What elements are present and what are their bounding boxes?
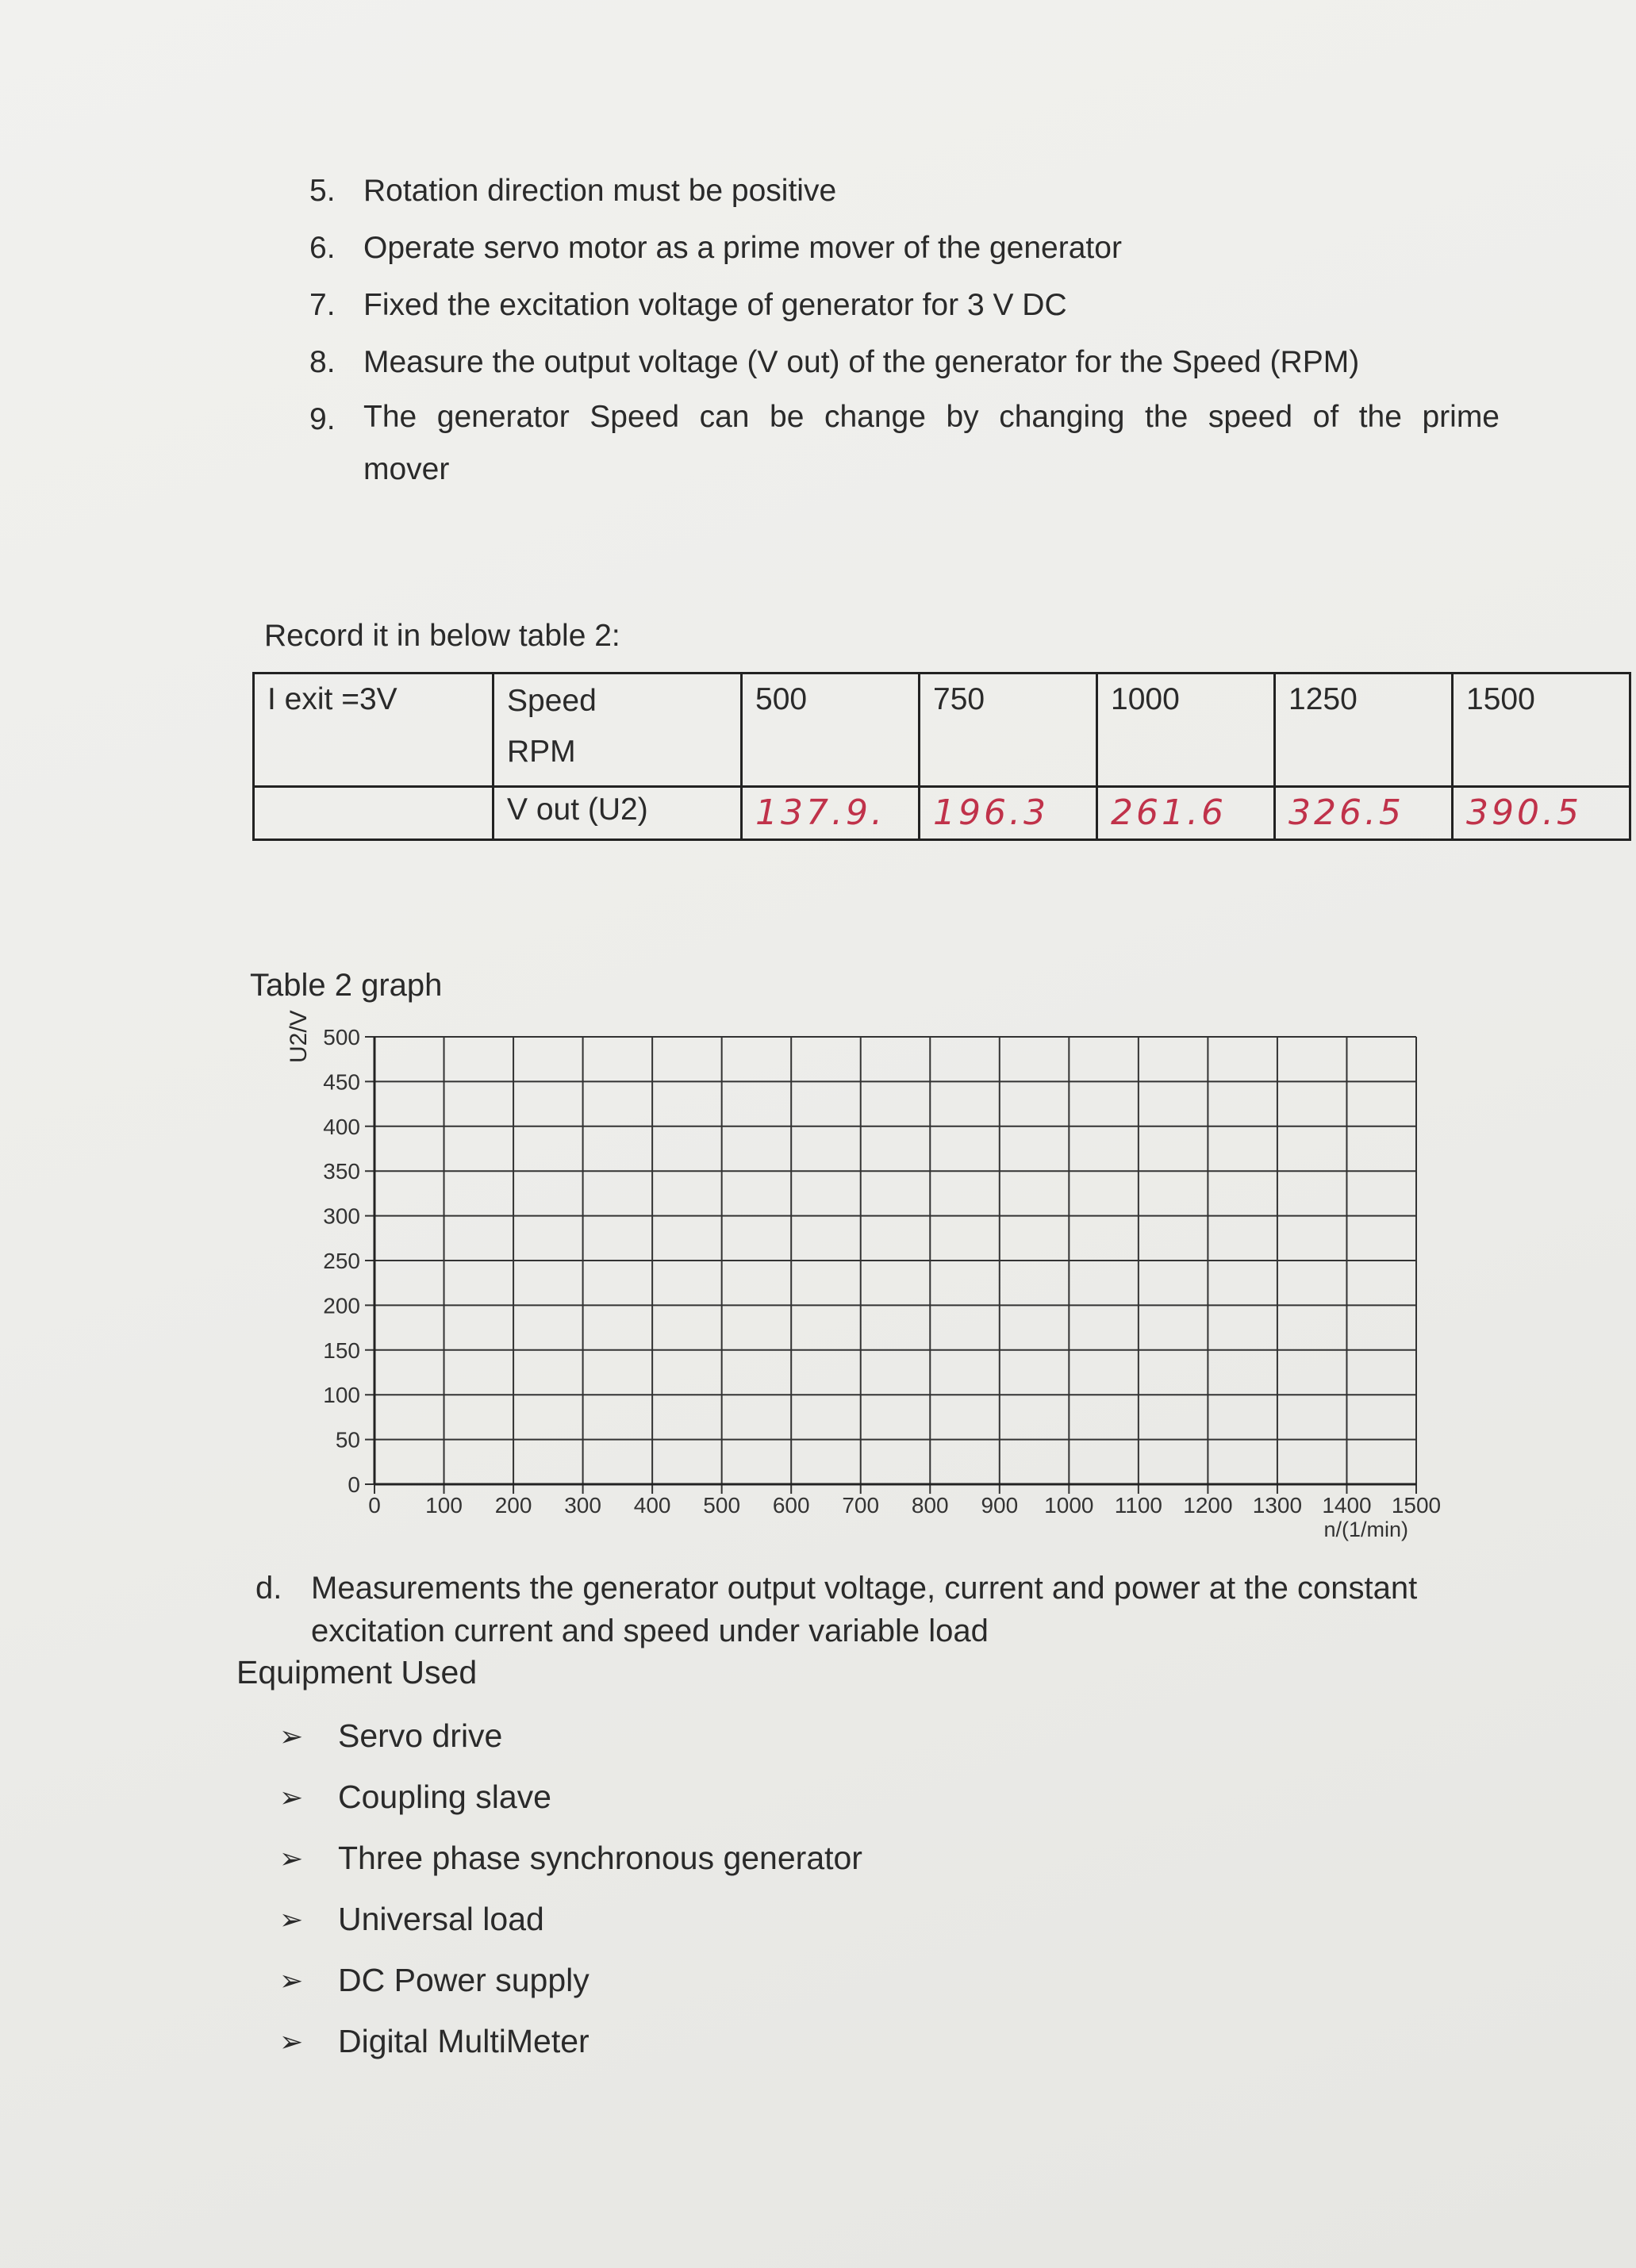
equipment-item: Three phase synchronous generator bbox=[338, 1840, 862, 1876]
list-item bbox=[279, 1889, 862, 1950]
step-text: Fixed the excitation voltage of generator for 3 V DC bbox=[363, 288, 1067, 322]
x-tick-label: 1000 bbox=[1044, 1493, 1094, 1518]
section-label: d. bbox=[255, 1571, 282, 1606]
x-tick-label: 1200 bbox=[1183, 1493, 1233, 1518]
step-number: 7. bbox=[309, 288, 336, 322]
y-tick-label: 150 bbox=[323, 1337, 360, 1363]
step-text: Rotation direction must be positive bbox=[363, 174, 837, 208]
x-tick-label: 700 bbox=[842, 1493, 880, 1518]
x-tick-label: 0 bbox=[368, 1493, 381, 1518]
arrow-bullet-icon: ➢ bbox=[279, 1841, 304, 1875]
x-tick-label: 100 bbox=[425, 1493, 463, 1518]
y-tick-label: 500 bbox=[323, 1025, 360, 1050]
y-tick-label: 0 bbox=[348, 1472, 360, 1497]
graph-title: Table 2 graph bbox=[250, 968, 443, 1003]
x-tick-label: 600 bbox=[772, 1493, 810, 1518]
step-number: 5. bbox=[309, 174, 336, 208]
section-line-1: Measurements the generator output voltage, current and power at the constant bbox=[311, 1571, 1418, 1606]
rpm-label: RPM bbox=[507, 735, 576, 769]
equipment-item: DC Power supply bbox=[338, 1962, 589, 1998]
vout-handwritten: 196.3 bbox=[920, 787, 1097, 840]
list-item bbox=[279, 1706, 862, 1767]
step-number: 9. bbox=[309, 402, 336, 436]
speed-cell: 1000 bbox=[1097, 673, 1275, 787]
vout-handwritten: 261.6 bbox=[1097, 787, 1275, 840]
x-tick-label: 1400 bbox=[1322, 1493, 1372, 1518]
x-axis-label: n/(1/min) bbox=[1323, 1518, 1408, 1541]
step-number: 8. bbox=[309, 345, 336, 379]
list-item bbox=[279, 1828, 862, 1889]
speed-cell: 500 bbox=[742, 673, 920, 787]
speed-cell: 1250 bbox=[1275, 673, 1453, 787]
vout-handwritten: 137.9. bbox=[742, 787, 920, 840]
x-tick-label: 200 bbox=[494, 1493, 532, 1518]
x-tick-label: 1300 bbox=[1252, 1493, 1303, 1518]
vout-handwritten: 390.5 bbox=[1453, 787, 1630, 840]
x-tick-label: 800 bbox=[911, 1493, 949, 1518]
equipment-item: Digital MultiMeter bbox=[338, 2023, 589, 2059]
equipment-heading: Equipment Used bbox=[236, 1654, 478, 1690]
y-tick-label: 200 bbox=[323, 1293, 360, 1318]
x-tick-label: 900 bbox=[981, 1493, 1019, 1518]
speed-cell: 750 bbox=[920, 673, 1097, 787]
x-tick-label: 1100 bbox=[1114, 1493, 1162, 1518]
speed-cell: 1500 bbox=[1453, 673, 1630, 787]
step-text-continued: mover bbox=[363, 452, 450, 486]
equipment-item: Universal load bbox=[338, 1901, 544, 1937]
y-tick-label: 300 bbox=[323, 1203, 360, 1229]
step-text: Measure the output voltage (V out) of the generator for the Speed (RPM) bbox=[363, 345, 1360, 379]
list-item bbox=[279, 1950, 862, 2011]
y-tick-label: 350 bbox=[323, 1159, 360, 1184]
vout-handwritten: 326.5 bbox=[1275, 787, 1453, 840]
x-tick-label: 1500 bbox=[1391, 1493, 1442, 1518]
arrow-bullet-icon: ➢ bbox=[279, 1963, 304, 1997]
equipment-item: Servo drive bbox=[338, 1717, 503, 1754]
y-tick-label: 400 bbox=[323, 1114, 360, 1139]
y-tick-label: 250 bbox=[323, 1249, 360, 1273]
list-item bbox=[279, 1767, 862, 1828]
list-item bbox=[279, 2011, 862, 2072]
arrow-bullet-icon: ➢ bbox=[279, 1902, 304, 1936]
arrow-bullet-icon: ➢ bbox=[279, 2024, 304, 2058]
x-tick-label: 300 bbox=[564, 1493, 601, 1518]
speed-label: Speed bbox=[507, 684, 597, 718]
excitation-label: I exit =3V bbox=[267, 682, 397, 716]
step-text: Operate servo motor as a prime mover of the generator bbox=[363, 231, 1122, 265]
y-tick-label: 100 bbox=[323, 1383, 360, 1408]
x-tick-label: 400 bbox=[633, 1493, 671, 1518]
equipment-item: Coupling slave bbox=[338, 1779, 551, 1815]
step-text: The generator Speed can be change by changing the speed of the prime bbox=[363, 400, 1500, 434]
vout-label: V out (U2) bbox=[493, 787, 742, 840]
x-tick-label: 500 bbox=[703, 1493, 741, 1518]
section-line-2: excitation current and speed under variable load bbox=[311, 1614, 989, 1648]
y-axis-label: U2/V bbox=[286, 1010, 312, 1063]
y-tick-label: 50 bbox=[335, 1427, 360, 1453]
section-d bbox=[255, 1567, 1493, 1652]
arrow-bullet-icon: ➢ bbox=[279, 1719, 304, 1752]
y-tick-label: 450 bbox=[323, 1069, 360, 1095]
arrow-bullet-icon: ➢ bbox=[279, 1780, 304, 1813]
step-number: 6. bbox=[309, 231, 336, 265]
table-caption: Record it in below table 2: bbox=[264, 619, 620, 653]
equipment-list bbox=[279, 1706, 862, 2072]
